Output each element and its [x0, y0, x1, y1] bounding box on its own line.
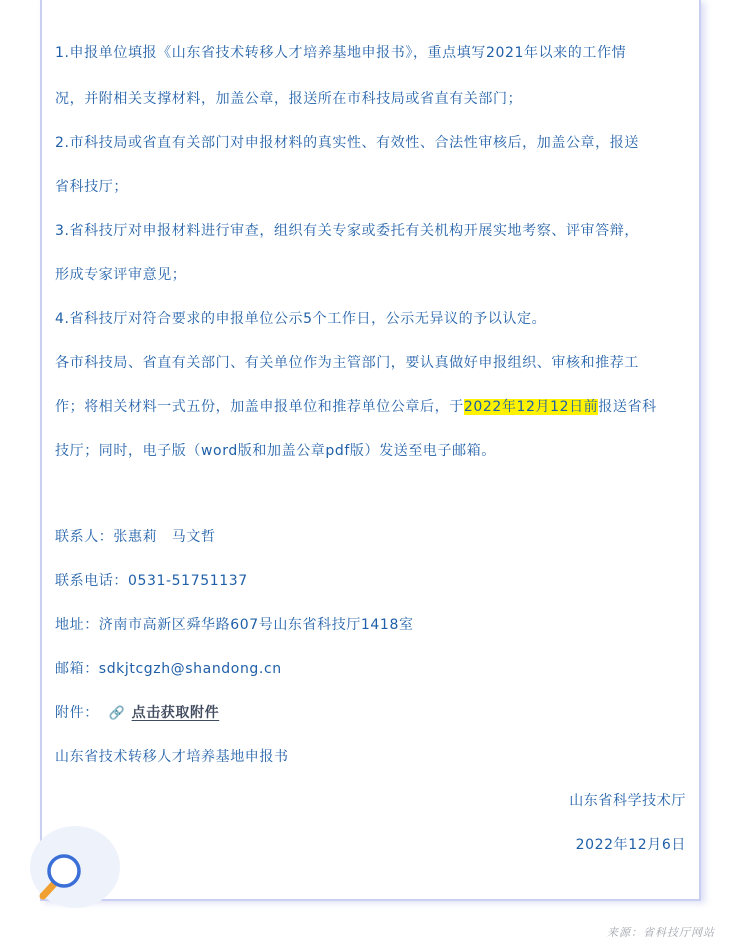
attachment-link[interactable]: 点击获取附件	[131, 705, 220, 721]
magnifier-icon	[30, 826, 120, 908]
paragraph-5-line-1: 各市科技局、省直有关部门、有关单位作为主管部门，要认真做好申报组织、审核和推荐工	[55, 355, 639, 371]
attachment-row	[55, 702, 695, 722]
magnifier-badge[interactable]	[30, 826, 120, 908]
paragraph-2-line-1: 2.市科技局或省直有关部门对申报材料的真实性、有效性、合法性审核后，加盖公章，报送	[55, 135, 639, 151]
attachment-label: 附件：	[55, 705, 99, 721]
paragraph-2-line-2: 省科技厅；	[55, 179, 128, 195]
deadline-highlight: 2022年12月12日前	[463, 399, 599, 415]
paragraph-1-line-2: 况，并附相关支撑材料，加盖公章，报送所在市科技局或省直有关部门；	[55, 91, 523, 107]
signature-date: 2022年12月6日	[575, 837, 686, 853]
paragraph-3-line-2: 形成专家评审意见；	[55, 267, 187, 283]
contact-person: 联系人：张惠莉 马文哲	[55, 529, 216, 545]
paragraph-3-line-1: 3.省科技厅对申报材料进行审查，组织有关专家或委托有关机构开展实地考察、评审答辩，	[55, 223, 639, 239]
link-icon: 🔗	[108, 706, 126, 721]
contact-address: 地址：济南市高新区舜华路607号山东省科技厅1418室	[55, 617, 414, 633]
paragraph-4-line-1: 4.省科技厅对符合要求的申报单位公示5个工作日，公示无异议的予以认定。	[55, 311, 547, 327]
paragraph-5-line-3: 技厅；同时，电子版（word版和加盖公章pdf版）发送至电子邮箱。	[55, 443, 496, 459]
paragraph-5-line-2-after: 报送省科	[598, 399, 657, 415]
contact-phone: 联系电话：0531-51751137	[55, 573, 248, 589]
signature-org: 山东省科学技术厅	[569, 793, 686, 809]
attachment-file-name: 山东省技术转移人才培养基地申报书	[55, 749, 289, 765]
paragraph-5-line-2	[55, 396, 695, 416]
contact-email: 邮箱：sdkjtcgzh@shandong.cn	[55, 661, 282, 677]
source-note: 来源：省科技厅网站	[607, 926, 715, 939]
paragraph-5-line-2-before: 作；将相关材料一式五份，加盖申报单位和推荐单位公章后，于	[55, 399, 464, 415]
paragraph-1-line-1: 1.申报单位填报《山东省技术转移人才培养基地申报书》，重点填写2021年以来的工作情	[55, 45, 627, 61]
